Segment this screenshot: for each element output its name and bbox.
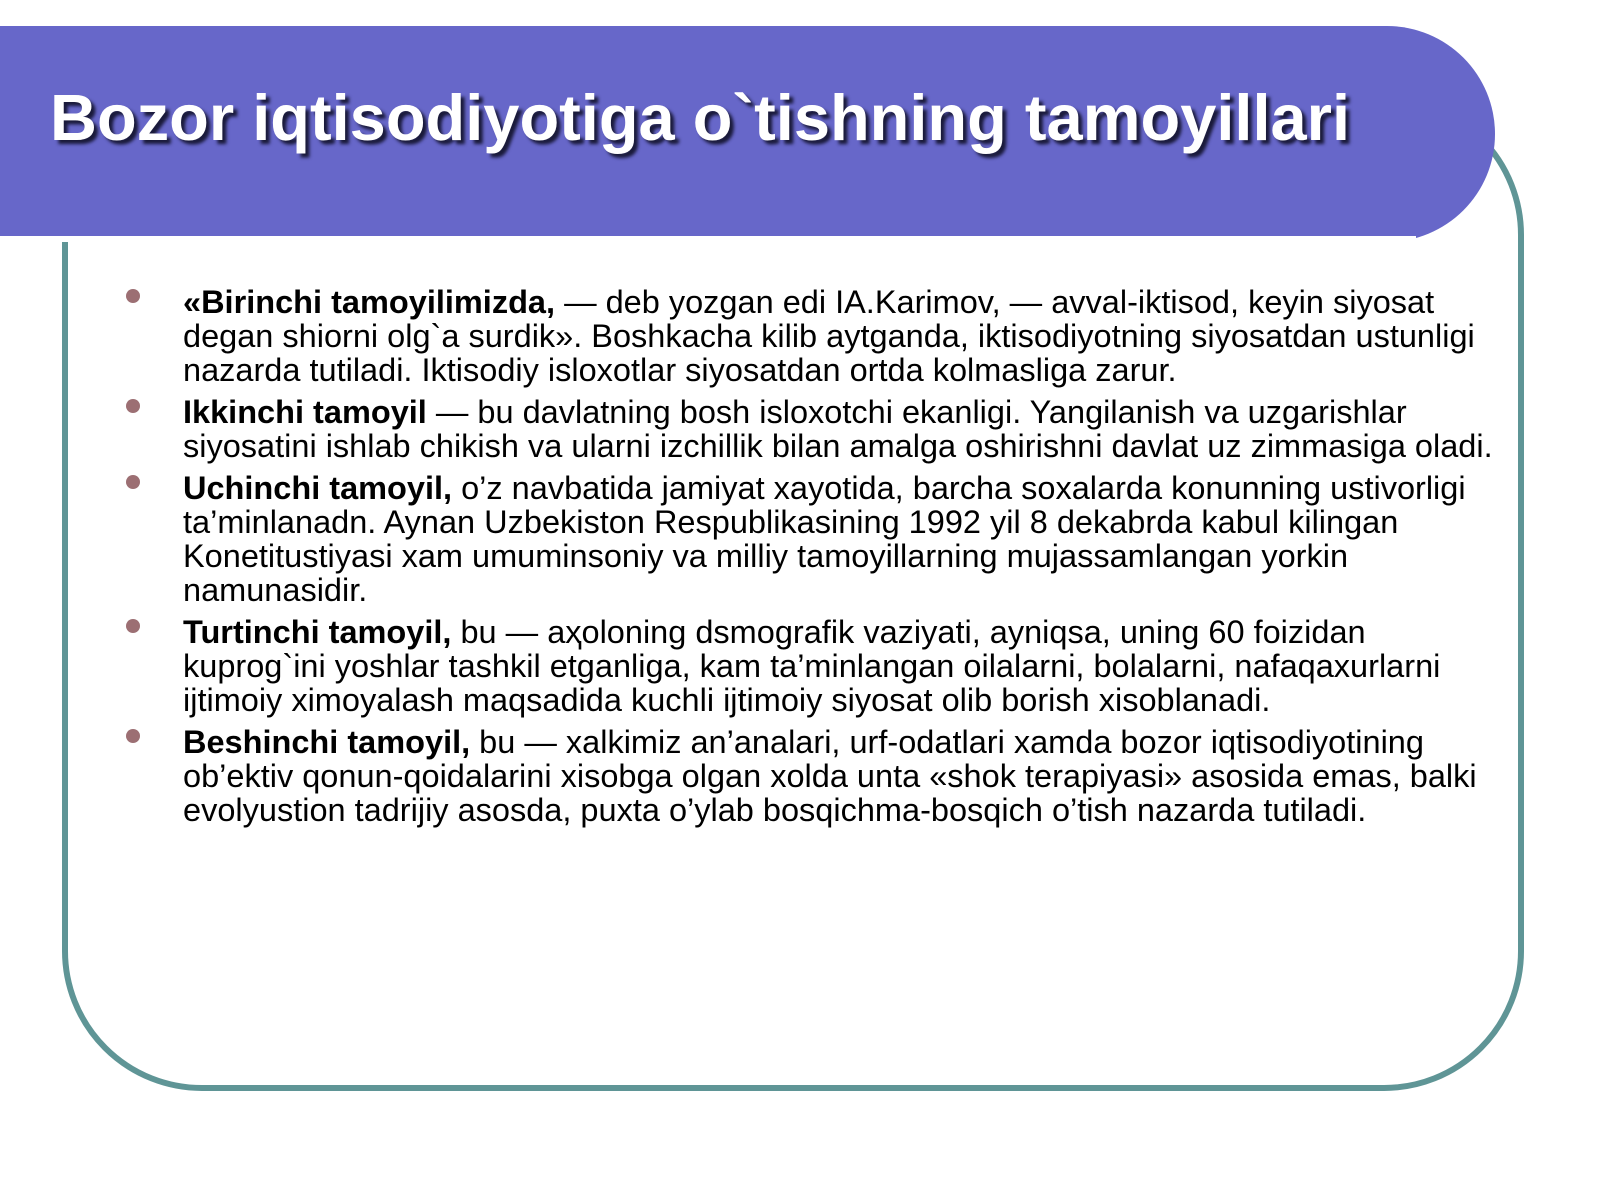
bullet-item-first-principle (183, 285, 1503, 387)
bullet-body-text: — deb yozgan edi IA.Karimov, — avval-iktisod, keyin siyosat degan shiorni olg`a surdik». Boshkacha kilib aytganda, iktisodiyotning siyosatdan ustunligi nazarda tutiladi. Iktisodiy isloxotlar siyosatdan ortda kolmasliga zarur. (183, 284, 1475, 388)
bullet-body-text: bu — xalkimiz an’analari, urf-odatlari xamda bozor iqtisodiyotining ob’ektiv qonun-qoidalarini xisobga olgan xolda unta «shok terapiyasi» asosida emas, balki evolyustion tadrijiy asosda, puxta o’ylab bosqichma-bosqich o’tish nazarda tutiladi. (183, 724, 1477, 828)
bullet-dot-icon (126, 399, 140, 413)
bullet-list (183, 285, 1503, 835)
bullet-lead-text: «Birinchi tamoyilimizda, (183, 284, 556, 320)
bullet-dot-icon (126, 619, 140, 633)
bullet-dot-icon (126, 729, 140, 743)
bullet-item-second-principle (183, 395, 1503, 463)
slide-title: Bozor iqtisodiyotiga o`tishning tamoyillari (50, 81, 1351, 154)
bullet-item-third-principle (183, 471, 1503, 607)
bullet-item-fifth-principle (183, 725, 1503, 827)
bullet-body-text: — bu davlatning bosh isloxotchi ekanligi. Yangilanish va uzgarishlar siyosatini ishlab chikish va ularni izchillik bilan amalga oshirishni davlat uz zimmasiga oladi. (183, 394, 1493, 464)
title-underline-rule (0, 236, 1416, 242)
bullet-lead-text: Ikkinchi tamoyil (183, 394, 427, 430)
bullet-lead-text: Turtinchi tamoyil, (183, 614, 452, 650)
bullet-body-text: bu — aҳoloning dsmografik vaziyati, ayniqsa, uning 60 foizidan kuprog`ini yoshlar tashkil etganliga, kam ta’minlangan oilalarni, bolalarni, nafaqaxurlarni ijtimoiy ximoyalash maqsadida kuchli ijtimoiy siyosat olib borish xisoblanadi. (183, 614, 1441, 718)
bullet-dot-icon (126, 475, 140, 489)
bullet-item-fourth-principle (183, 615, 1503, 717)
bullet-lead-text: Uchinchi tamoyil, (183, 470, 453, 506)
bullet-body-text: o’z navbatida jamiyat xayotida, barcha soxalarda konunning ustivorligi ta’minlanadn. Aynan Uzbekiston Respublikasining 1992 yil 8 dekabrda kabul kilingan Konetitustiyasi xam umuminsoniy va milliy tamoyillarning mujassamlangan yorkin namunasidir. (183, 470, 1466, 608)
bullet-lead-text: Beshinchi tamoyil, (183, 724, 471, 760)
bullet-dot-icon (126, 289, 140, 303)
